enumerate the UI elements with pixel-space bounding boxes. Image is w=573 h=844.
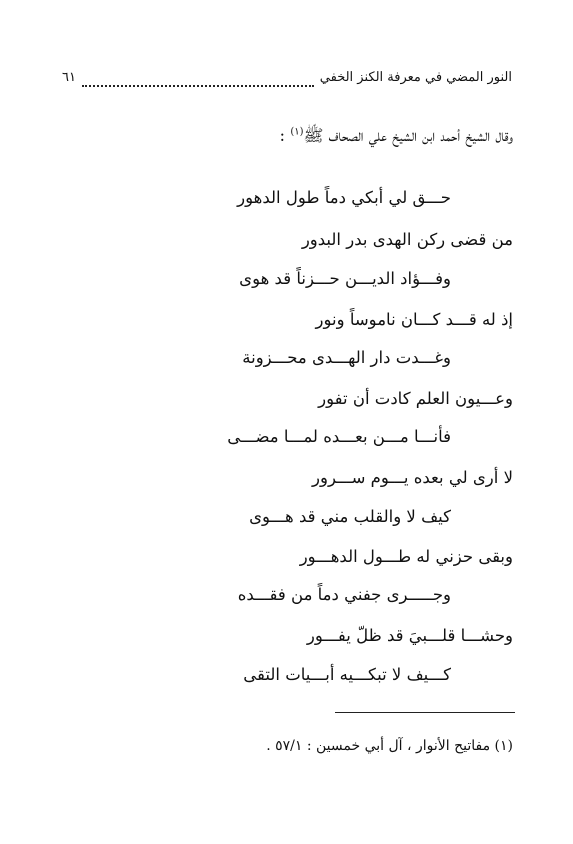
verse-line: كيف لا والقلب مني قد هـــوى bbox=[249, 507, 451, 526]
intro-line bbox=[53, 124, 513, 148]
leader-dots bbox=[82, 75, 314, 87]
intro-ending: : bbox=[279, 126, 291, 145]
verse-line: من قضى ركن الهدى بدر البدور bbox=[301, 230, 513, 249]
page-header bbox=[62, 70, 512, 92]
intro-text: وقال الشيخ أحمد ابن الشيخ علي الصحاف bbox=[323, 126, 513, 145]
verse-line: إذ له قـــد كـــان ناموساً ونور bbox=[315, 310, 513, 329]
honorific-glyph: ﷺ bbox=[303, 126, 324, 145]
verse-line: وحشـــا قلـــبيَ قد ظلّ يفـــور bbox=[306, 626, 513, 645]
footnote-marker: (١) bbox=[290, 126, 304, 138]
footnote-separator bbox=[335, 712, 515, 713]
verse-line: وفـــؤاد الديـــن حـــزناً قد هوى bbox=[239, 269, 451, 288]
verse-line: وغـــدت دار الهـــدى محـــزونة bbox=[242, 348, 451, 367]
verse-line: حـــق لي أبكي دماً طول الدهور bbox=[237, 188, 451, 207]
page-number: ٦١ bbox=[62, 70, 76, 85]
verse-line: وبقى حزني له طـــول الدهـــور bbox=[299, 547, 513, 566]
verse-line: لا أرى لي بعده يـــوم ســـرور bbox=[312, 468, 513, 487]
verse-line: كـــيف لا تبكـــيه أبـــيات التقى bbox=[243, 665, 451, 684]
footnote: (١) مفاتيح الأنوار ، آل أبي خمسين : ٥٧/١ . bbox=[266, 738, 513, 754]
verse-line: فأنـــا مـــن بعـــده لمـــا مضـــى bbox=[227, 427, 451, 446]
verse-line: وجـــــرى جفني دماً من فقـــده bbox=[237, 585, 451, 604]
verse-line: وعـــيون العلم كادت أن تفور bbox=[318, 389, 513, 408]
running-title: النور المضي في معرفة الكنز الخفي bbox=[319, 70, 512, 85]
